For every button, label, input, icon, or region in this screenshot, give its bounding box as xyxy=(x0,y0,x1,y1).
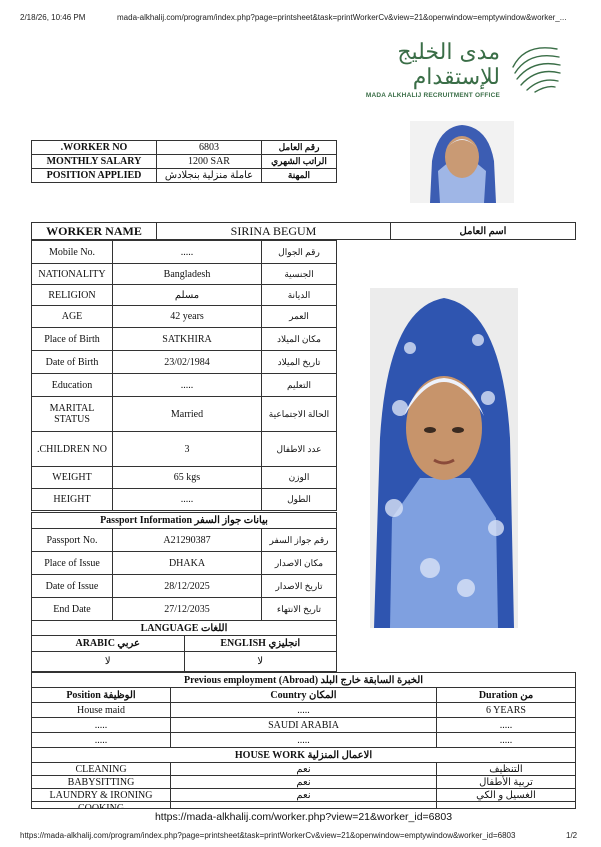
housework-label: BABYSITTING xyxy=(32,776,171,789)
employment-duration: 6 YEARS xyxy=(437,703,576,718)
passport-value: 28/12/2025 xyxy=(113,575,262,598)
housework-row xyxy=(32,776,576,789)
employment-row xyxy=(32,718,576,733)
housework-value: نعم xyxy=(171,789,437,802)
detail-row xyxy=(32,241,337,264)
detail-label: Place of Birth xyxy=(32,328,113,351)
housework-label-ar: الغسيل و الكي xyxy=(437,789,576,802)
employment-header-position: Position الوظيفة xyxy=(32,688,171,703)
passport-row xyxy=(32,529,337,552)
employment-position: ..... xyxy=(32,718,171,733)
passport-row xyxy=(32,552,337,575)
detail-label-ar: العمر xyxy=(262,306,337,328)
housework-table xyxy=(31,747,576,815)
detail-value: 42 years xyxy=(113,306,262,328)
detail-value: Bangladesh xyxy=(113,264,262,285)
detail-value: 3 xyxy=(113,432,262,467)
summary-label: POSITION APPLIED xyxy=(32,169,157,183)
detail-label: WEIGHT xyxy=(32,467,113,489)
passport-label: Place of Issue xyxy=(32,552,113,575)
print-footer-url: https://mada-alkhalij.com/program/index.php?page=printsheet&task=printWorkerCv&view=21&openwindow=emptywindow&worker_id=6803 xyxy=(20,831,516,840)
detail-row xyxy=(32,432,337,467)
employment-position: House maid xyxy=(32,703,171,718)
employment-row xyxy=(32,733,576,748)
worker-link[interactable]: https://mada-alkhalij.com/worker.php?view=21&worker_id=6803 xyxy=(31,808,576,825)
detail-label-ar: الحالة الاجتماعية xyxy=(262,397,337,432)
detail-value: ..... xyxy=(113,241,262,264)
detail-label: AGE xyxy=(32,306,113,328)
housework-row xyxy=(32,763,576,776)
passport-title: Passport Information بيانات جواز السفر xyxy=(32,513,337,529)
passport-label: Date of Issue xyxy=(32,575,113,598)
worker-photo-small xyxy=(410,121,514,203)
detail-value: 65 kgs xyxy=(113,467,262,489)
detail-row xyxy=(32,328,337,351)
housework-label-ar: تربية الأطفال xyxy=(437,776,576,789)
detail-row xyxy=(32,306,337,328)
detail-label-ar: مكان الميلاد xyxy=(262,328,337,351)
detail-label-ar: عدد الاطفال xyxy=(262,432,337,467)
employment-country: SAUDI ARABIA xyxy=(171,718,437,733)
employment-row xyxy=(32,703,576,718)
worker-name-value: SIRINA BEGUM xyxy=(157,223,391,240)
summary-label: .WORKER NO xyxy=(32,141,157,155)
detail-label-ar: الوزن xyxy=(262,467,337,489)
worker-name-label-ar: اسم العامل xyxy=(391,223,576,240)
print-page-number: 1/2 xyxy=(566,831,578,840)
language-arabic-value: لا xyxy=(32,652,185,672)
detail-label: .CHILDREN NO xyxy=(32,432,113,467)
detail-label: NATIONALITY xyxy=(32,264,113,285)
summary-value: 1200 SAR xyxy=(157,155,262,169)
summary-row xyxy=(32,141,337,155)
detail-value: ..... xyxy=(113,489,262,511)
passport-label-ar: مكان الاصدار xyxy=(262,552,337,575)
language-title: LANGUAGE اللغات xyxy=(32,621,337,636)
housework-label: CLEANING xyxy=(32,763,171,776)
passport-table xyxy=(31,512,337,621)
summary-label-ar: الراتب الشهري xyxy=(262,155,337,169)
summary-label: MONTHLY SALARY xyxy=(32,155,157,169)
detail-row xyxy=(32,351,337,374)
print-datetime: 2/18/26, 10:46 PM xyxy=(20,13,86,22)
logo-arabic-name: مدى الخليج للإستقدام xyxy=(397,40,500,90)
language-table xyxy=(31,620,337,672)
detail-value: SATKHIRA xyxy=(113,328,262,351)
employment-header-country: Country المكان xyxy=(171,688,437,703)
detail-label: RELIGION xyxy=(32,285,113,306)
detail-value: Married xyxy=(113,397,262,432)
employment-header-duration: Duration من xyxy=(437,688,576,703)
passport-label: Passport No. xyxy=(32,529,113,552)
detail-label: MARITAL STATUS xyxy=(32,397,113,432)
detail-row xyxy=(32,489,337,511)
language-english-label: ENGLISH انجليزي xyxy=(184,636,337,652)
detail-label: HEIGHT xyxy=(32,489,113,511)
detail-label-ar: رقم الجوال xyxy=(262,241,337,264)
details-table xyxy=(31,240,337,511)
summary-row xyxy=(32,169,337,183)
detail-label-ar: التعليم xyxy=(262,374,337,397)
employment-duration: ..... xyxy=(437,718,576,733)
employment-country: ..... xyxy=(171,733,437,748)
worker-name-table xyxy=(31,222,576,240)
worker-name-label: WORKER NAME xyxy=(32,223,157,240)
employment-table xyxy=(31,672,576,748)
employment-title: Previous employment (Abroad) الخبرة السابقة خارج البلد xyxy=(32,673,576,688)
detail-row xyxy=(32,264,337,285)
detail-row xyxy=(32,467,337,489)
housework-label: LAUNDRY & IRONING xyxy=(32,789,171,802)
detail-label-ar: الجنسية xyxy=(262,264,337,285)
print-url: mada-alkhalij.com/program/index.php?page=printsheet&task=printWorkerCv&view=21&openwindow=emptywindow&worker_... xyxy=(117,13,567,22)
summary-value: 6803 xyxy=(157,141,262,155)
detail-label: Education xyxy=(32,374,113,397)
housework-value: نعم xyxy=(171,776,437,789)
detail-label: Date of Birth xyxy=(32,351,113,374)
passport-label: End Date xyxy=(32,598,113,621)
passport-value: A21290387 xyxy=(113,529,262,552)
logo-english-name: MADA ALKHALIJ RECRUITMENT OFFICE xyxy=(365,92,500,99)
passport-row xyxy=(32,598,337,621)
detail-value: 23/02/1984 xyxy=(113,351,262,374)
summary-row xyxy=(32,155,337,169)
logo-emblem-icon xyxy=(505,37,565,100)
detail-label-ar: الديانة xyxy=(262,285,337,306)
language-arabic-label: ARABIC عربي xyxy=(32,636,185,652)
employment-position: ..... xyxy=(32,733,171,748)
detail-label: Mobile No. xyxy=(32,241,113,264)
passport-row xyxy=(32,575,337,598)
detail-label-ar: تاريخ الميلاد xyxy=(262,351,337,374)
detail-row xyxy=(32,285,337,306)
language-english-value: لا xyxy=(184,652,337,672)
housework-title: HOUSE WORK الاعمال المنزلية xyxy=(32,748,576,763)
housework-row xyxy=(32,789,576,802)
worker-photo-large xyxy=(370,288,518,628)
housework-value: نعم xyxy=(171,763,437,776)
employment-country: ..... xyxy=(171,703,437,718)
detail-label-ar: الطول xyxy=(262,489,337,511)
housework-label-ar: التنظيف xyxy=(437,763,576,776)
passport-value: DHAKA xyxy=(113,552,262,575)
passport-label-ar: تاريخ الانتهاء xyxy=(262,598,337,621)
passport-value: 27/12/2035 xyxy=(113,598,262,621)
summary-label-ar: رقم العامل xyxy=(262,141,337,155)
company-logo-text xyxy=(360,40,500,99)
detail-row xyxy=(32,397,337,432)
employment-duration: ..... xyxy=(437,733,576,748)
detail-value: ..... xyxy=(113,374,262,397)
detail-value: مسلم xyxy=(113,285,262,306)
summary-table xyxy=(31,140,337,183)
passport-label-ar: تاريخ الاصدار xyxy=(262,575,337,598)
passport-label-ar: رقم جواز السفر xyxy=(262,529,337,552)
summary-value: عاملة منزلية بنجلادش xyxy=(157,169,262,183)
detail-row xyxy=(32,374,337,397)
summary-label-ar: المهنة xyxy=(262,169,337,183)
